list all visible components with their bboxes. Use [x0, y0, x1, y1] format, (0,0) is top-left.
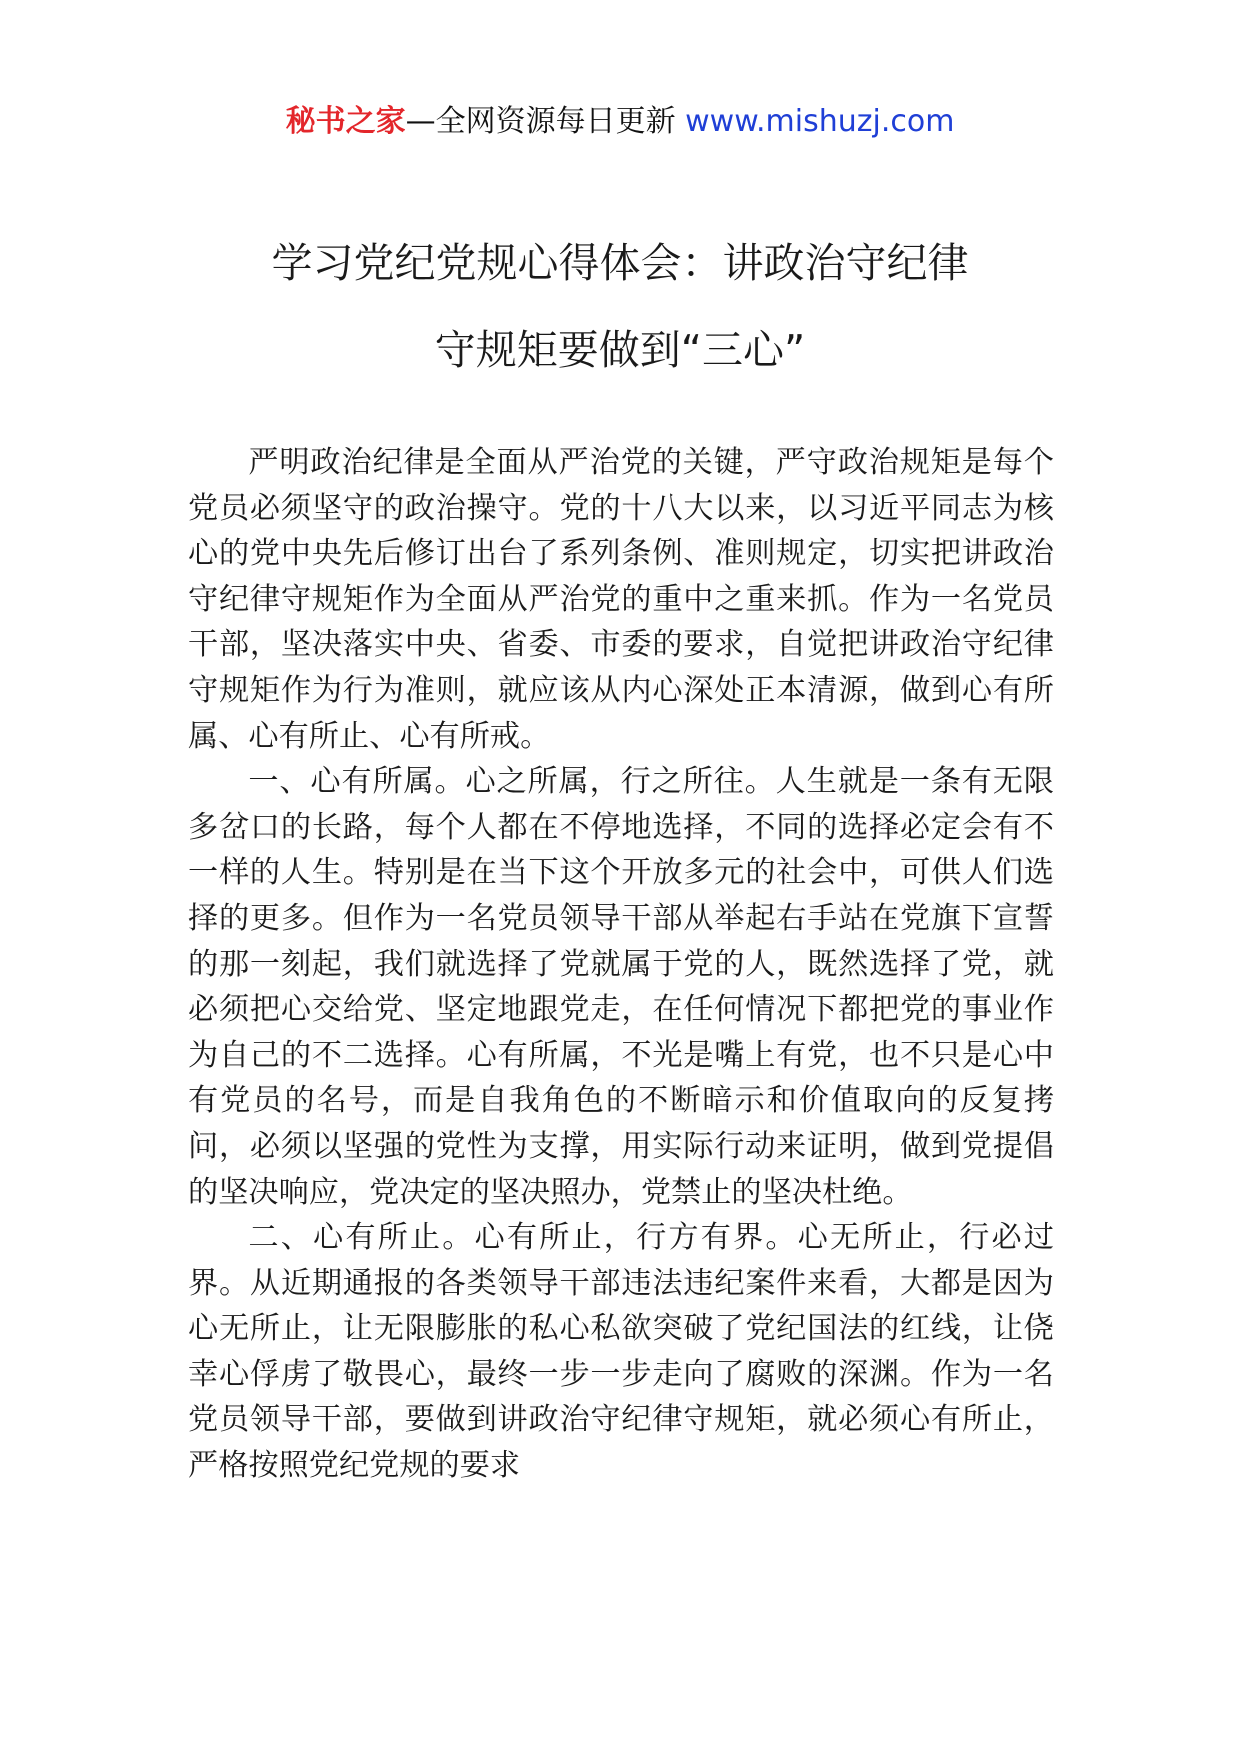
site-url-link[interactable]: www.mishuzj.com [685, 104, 955, 139]
paragraph-section-2: 二、心有所止。心有所止，行方有界。心无所止，行必过界。从近期通报的各类领导干部违法违纪案件来看，大都是因为心无所止，让无限膨胀的私心私欲突破了党纪国法的红线，让侥幸心俘虏了敬畏心，最终一步一步走向了腐败的深渊。作为一名党员领导干部，要做到讲政治守纪律守规矩，就必须心有所止，严格按照党纪党规的要求 [188, 1220, 1054, 1484]
paragraph-intro: 严明政治纪律是全面从严治党的关键，严守政治规矩是每个党员必须坚守的政治操守。党的十八大以来，以习近平同志为核心的党中央先后修订出台了系列条例、准则规定，切实把讲政治守纪律守规矩作为全面从严治党的重中之重来抓。作为一名党员干部，坚决落实中央、省委、市委的要求，自觉把讲政治守纪律守规矩作为行为准则，就应该从内心深处正本清源，做到心有所属、心有所止、心有所戒。 [188, 445, 1054, 754]
site-header [0, 102, 1240, 142]
brand-name: 秘书之家 [285, 104, 406, 139]
document-body [188, 440, 1054, 1489]
paragraph-section-1: 一、心有所属。心之所属，行之所往。人生就是一条有无限多岔口的长路，每个人都在不停地选择，不同的选择必定会有不一样的人生。特别是在当下这个开放多元的社会中，可供人们选择的更多。但作为一名党员领导干部从举起右手站在党旗下宣誓的那一刻起，我们就选择了党就属于党的人，既然选择了党，就必须把心交给党、坚定地跟党走，在任何情况下都把党的事业作为自己的不二选择。心有所属，不光是嘴上有党，也不只是心中有党员的名号，而是自我角色的不断暗示和价值取向的反复拷问，必须以坚强的党性为支撑，用实际行动来证明，做到党提倡的坚决响应，党决定的坚决照办，党禁止的坚决杜绝。 [188, 764, 1054, 1210]
header-slogan: —全网资源每日更新 [405, 104, 686, 139]
document-title-line-2: 守规矩要做到“三心” [434, 326, 806, 374]
document-title-line-1: 学习党纪党规心得体会：讲政治守纪律 [271, 239, 969, 287]
